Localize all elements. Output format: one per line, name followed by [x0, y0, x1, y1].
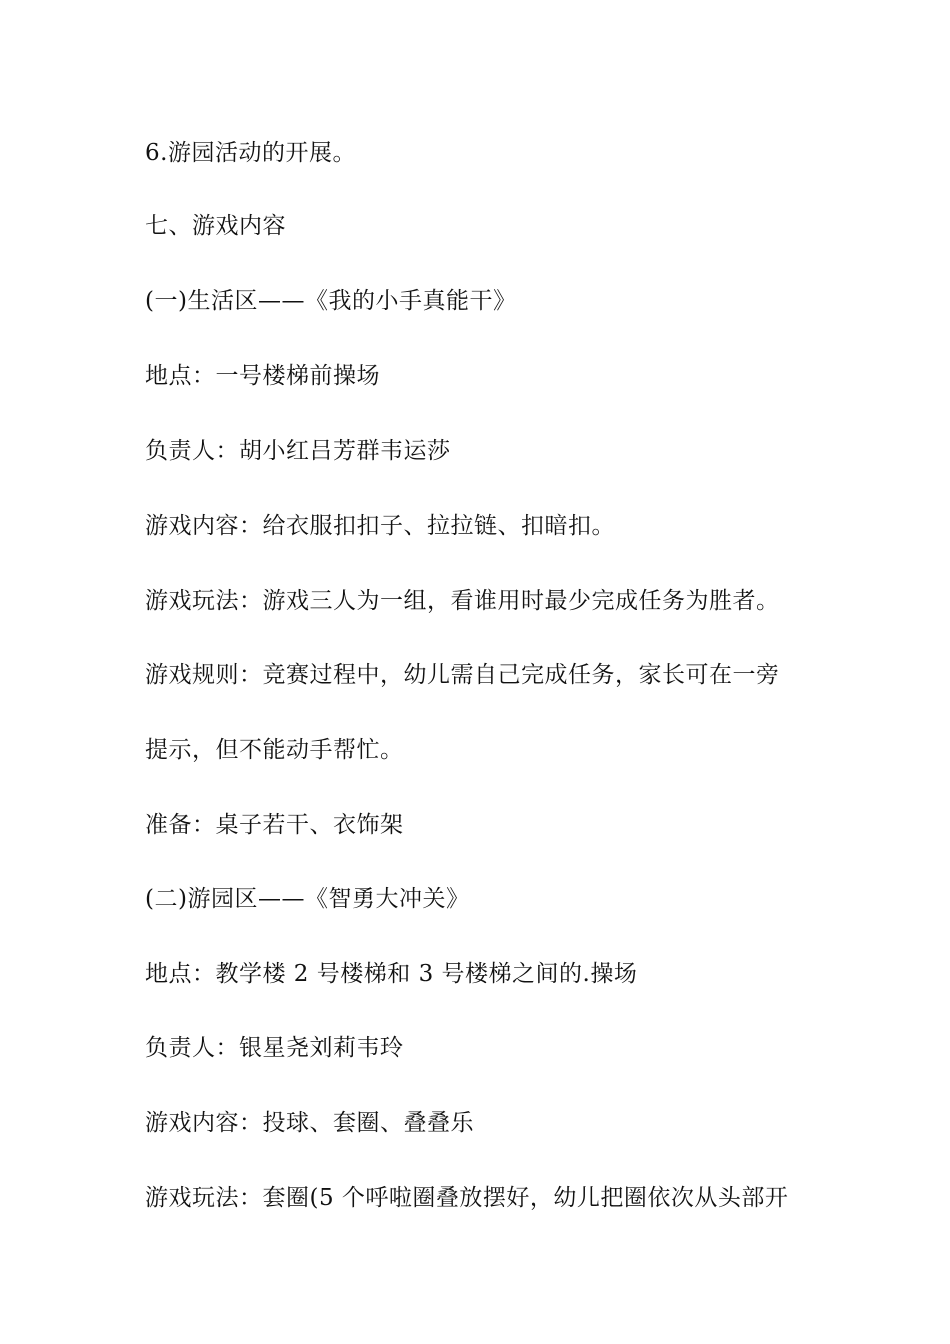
- paragraph-responsible-1: 负责人：胡小红吕芳群韦运莎: [145, 438, 451, 464]
- paragraph-preparation-1: 准备：桌子若干、衣饰架: [145, 812, 404, 838]
- paragraph-gameplay-2: 游戏玩法：套圈(5 个呼啦圈叠放摆好，幼儿把圈依次从头部开: [145, 1185, 789, 1211]
- paragraph-location-1: 地点：一号楼梯前操场: [145, 363, 380, 389]
- subheading-life-area: (一)生活区——《我的小手真能干》: [145, 288, 517, 314]
- paragraph-gameplay-1: 游戏玩法：游戏三人为一组，看谁用时最少完成任务为胜者。: [145, 588, 780, 614]
- paragraph-responsible-2: 负责人：银星尧刘莉韦玲: [145, 1035, 404, 1061]
- paragraph-rules-1-cont: 提示，但不能动手帮忙。: [145, 737, 404, 763]
- paragraph-location-2: 地点：教学楼 2 号楼梯和 3 号楼梯之间的.操场: [145, 961, 638, 987]
- paragraph-rules-1: 游戏规则：竞赛过程中，幼儿需自己完成任务，家长可在一旁: [145, 662, 780, 688]
- heading-section-7: 七、游戏内容: [145, 213, 286, 239]
- paragraph-content-2: 游戏内容：投球、套圈、叠叠乐: [145, 1110, 474, 1136]
- subheading-game-area: (二)游园区——《智勇大冲关》: [145, 886, 470, 912]
- heading-activity-6: 6.游园活动的开展。: [145, 140, 356, 166]
- paragraph-content-1: 游戏内容：给衣服扣扣子、拉拉链、扣暗扣。: [145, 513, 615, 539]
